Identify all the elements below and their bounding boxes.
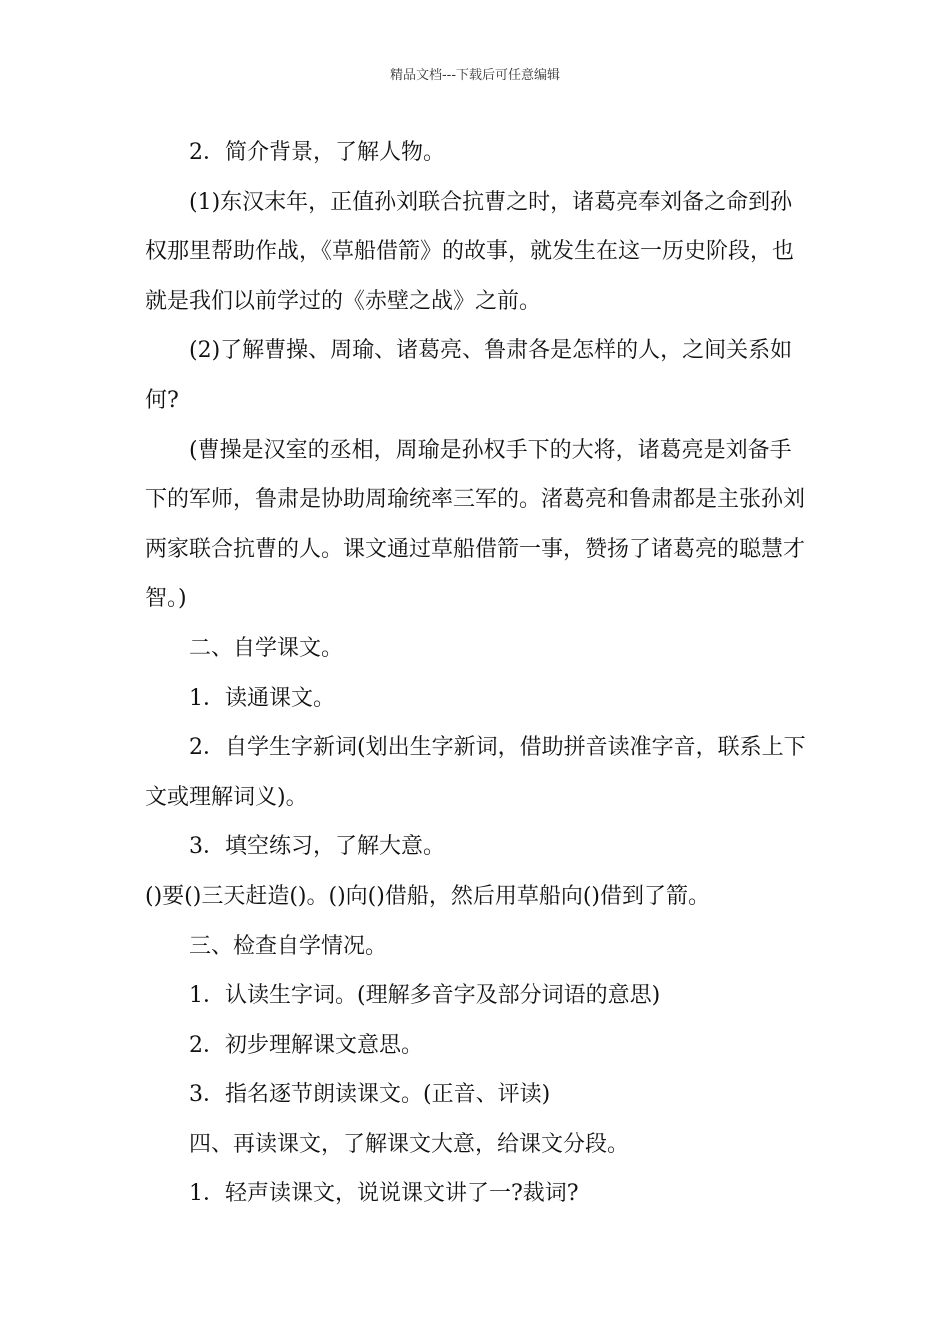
paragraph-read-aloud: 3．指名逐节朗读课文。(正音、评读) [189,1082,551,1108]
paragraph-history-context: (1)东汉末年，正值孙刘联合抗曹之时，诸葛亮奉刘备之命到孙权那里帮助作战，《草船借箭》的故事，就发生在这一历史阶段，也就是我们以前学过的《赤壁之战》之前。 [145,189,795,314]
paragraph-understand-meaning: 2．初步理解课文意思。 [189,1032,423,1058]
paragraph-background-intro: 2．简介背景，了解人物。 [189,140,445,165]
heading-check-study: 三、检查自学情况。 [189,933,388,959]
page-header: 精品文档---下载后可任意编辑 [389,68,561,83]
paragraph-character-question: (2)了解曹操、周瑜、诸葛亮、鲁肃各是怎样的人，之间关系如何? [145,338,793,413]
paragraph-fill-blank: 3．填空练习，了解大意。 [189,834,445,860]
paragraph-new-words: 2．自学生字新词(划出生字新词，借助拼音读准字音，联系上下文或理解词义)。 [145,735,806,810]
heading-self-study: 二、自学课文。 [189,635,344,661]
paragraph-character-answer: (曹操是汉室的丞相，周瑜是孙权手下的大将，诸葛亮是刘备手下的军师，鲁肃是协助周瑜统率三军的。渚葛亮和鲁肃都是主张孙刘两家联合抗曹的人。课文通过草船借箭一事，赞扬了诸葛亮的聪慧才智。) [145,437,806,612]
paragraph-read-text: 1．读通课文。 [189,685,335,711]
paragraph-soft-read: 1．轻声读课文，说说课文讲了一?裁词? [189,1181,579,1207]
paragraph-blank-sentence: ()要()三天赶造()。()向()借船，然后用草船向()借到了箭。 [145,883,710,909]
heading-reread: 四、再读课文，了解课文大意，给课文分段。 [189,1131,630,1157]
document-body [145,128,810,1219]
paragraph-recognize-words: 1．认读生字词。(理解多音字及部分词语的意思) [189,983,661,1009]
